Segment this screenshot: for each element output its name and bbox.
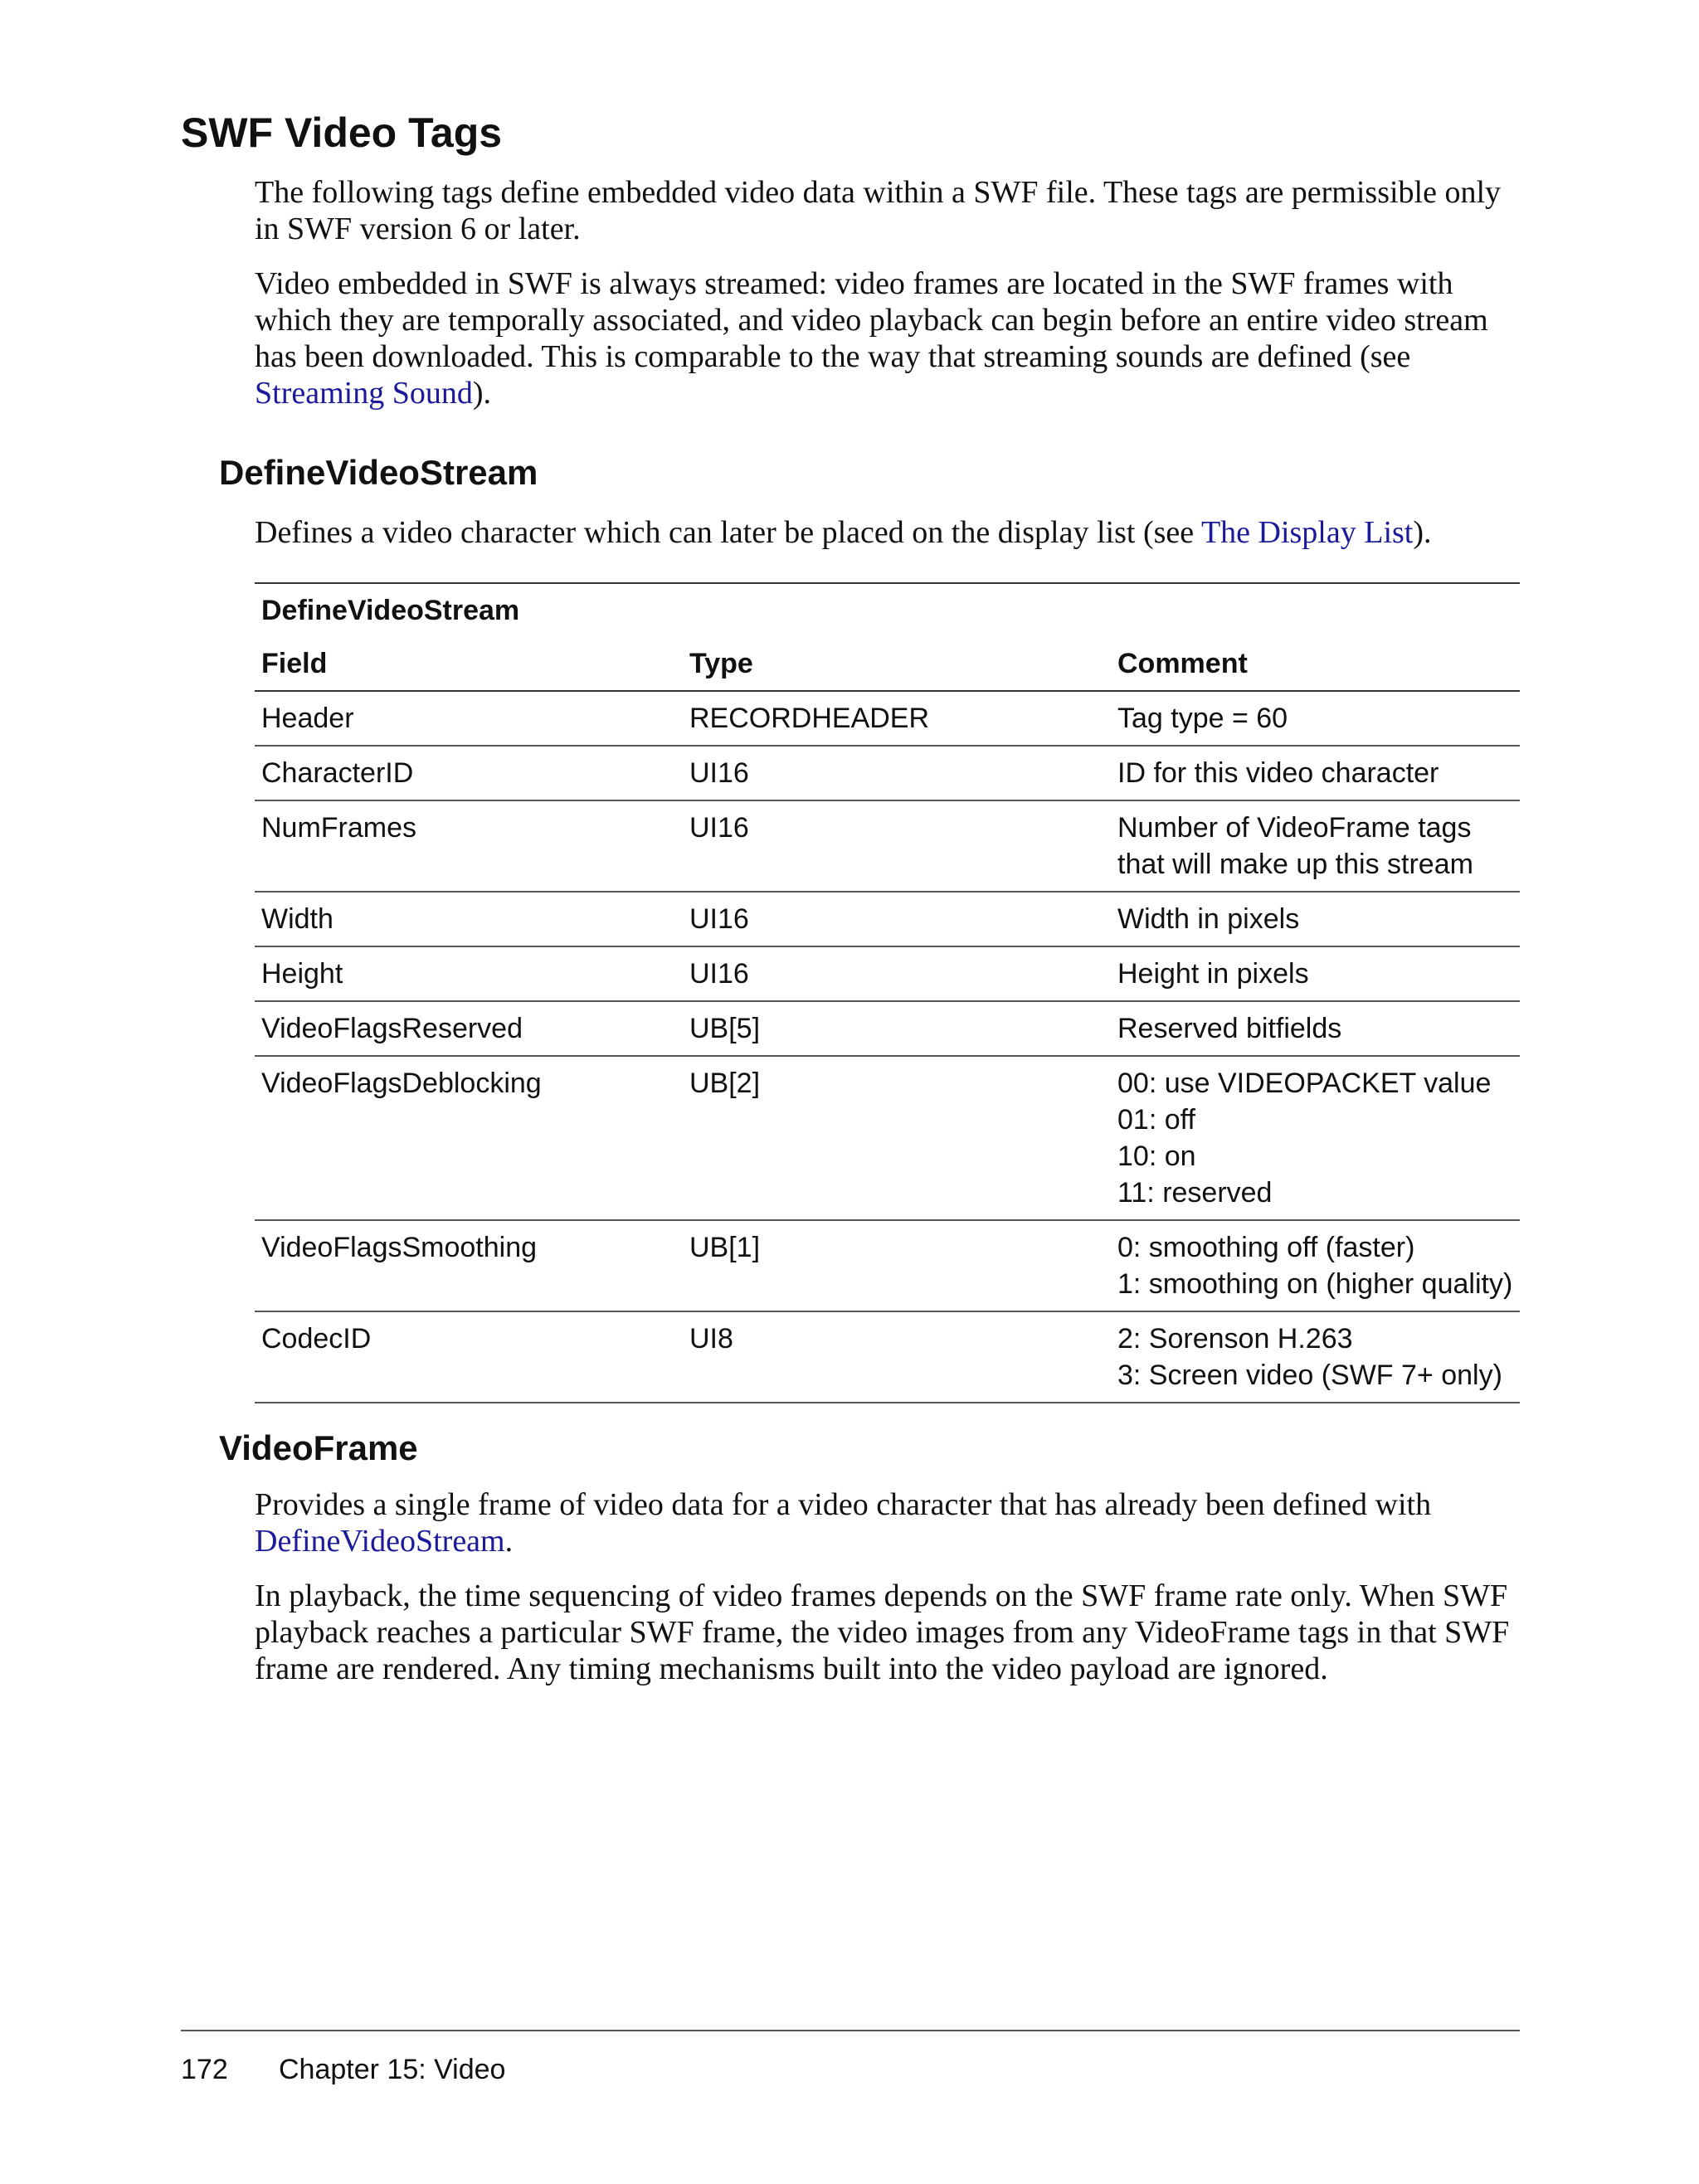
comment-line: ID for this video character [1117, 757, 1439, 789]
column-header-type: Type [683, 637, 1111, 691]
cell-comment [1111, 892, 1520, 946]
intro-paragraph-2-text: Video embedded in SWF is always streamed: video frames are located in the SWF frames with which they are temporally associated, and video playback can begin before an entire video stream has been downloaded. This is comparable to the way that streaming sounds are defined (see [255, 266, 1488, 374]
comment-line: 00: use VIDEOPACKET value [1117, 1068, 1492, 1099]
table-row [255, 892, 1520, 946]
intro-paragraph-1-text: The following tags define embedded video data within a SWF file. These tags are permissible only in SWF version 6 or later. [255, 175, 1502, 246]
cell-field: Width [255, 892, 683, 946]
display-list-link[interactable]: The Display List [1200, 515, 1414, 550]
cell-comment [1111, 1311, 1520, 1403]
footer-page-number: 172 [181, 2054, 228, 2085]
cell-field: Height [255, 946, 683, 1001]
video-frame-paragraph-2 [255, 1578, 1524, 1687]
intro-paragraph-2-end: ). [472, 376, 491, 411]
cell-field: VideoFlagsReserved [255, 1001, 683, 1056]
comment-line: Width in pixels [1117, 903, 1300, 935]
cell-comment [1111, 1220, 1520, 1311]
cell-field: CodecID [255, 1311, 683, 1403]
comment-line: Reserved bitfields [1117, 1013, 1342, 1044]
comment-line: 1: smoothing on (higher quality) [1117, 1268, 1513, 1300]
section-heading-video-frame: VideoFrame [219, 1428, 418, 1467]
column-header-comment: Comment [1111, 637, 1520, 691]
comment-line: 0: smoothing off (faster) [1117, 1232, 1415, 1263]
comment-line: 2: Sorenson H.263 [1117, 1323, 1353, 1355]
cell-type: UI16 [683, 746, 1111, 800]
footer-rule [181, 2030, 1520, 2031]
cell-comment [1111, 691, 1520, 746]
video-frame-paragraph-2-text: In playback, the time sequencing of video frames depends on the SWF frame rate only. When SWF playback reaches a particular SWF frame, the video images from any VideoFrame tags in that SWF frame are rendered. Any timing mechanisms built into the video payload are ignored. [255, 1578, 1510, 1686]
cell-comment [1111, 746, 1520, 800]
cell-field: CharacterID [255, 746, 683, 800]
define-video-stream-table [255, 582, 1520, 1403]
comment-line: 01: off [1117, 1104, 1195, 1136]
section-heading-define-video-stream: DefineVideoStream [219, 453, 538, 492]
video-frame-paragraph-1-text: Provides a single frame of video data for a video character that has already been defined with [255, 1487, 1432, 1522]
define-video-stream-description [255, 514, 1524, 551]
page-title: SWF Video Tags [181, 109, 503, 156]
video-frame-paragraph-1-end: . [504, 1524, 514, 1559]
cell-type: UB[5] [683, 1001, 1111, 1056]
cell-comment [1111, 1001, 1520, 1056]
table-row [255, 1220, 1520, 1311]
cell-type: UI16 [683, 946, 1111, 1001]
table-row [255, 946, 1520, 1001]
table-row [255, 1001, 1520, 1056]
footer-chapter: Chapter 15: Video [279, 2054, 506, 2085]
cell-field: VideoFlagsSmoothing [255, 1220, 683, 1311]
intro-paragraph-1 [255, 174, 1524, 247]
comment-line: Number of VideoFrame tags that will make up this stream [1117, 812, 1473, 880]
cell-comment [1111, 946, 1520, 1001]
intro-paragraph-2 [255, 265, 1524, 411]
cell-field: Header [255, 691, 683, 746]
cell-comment [1111, 1056, 1520, 1220]
cell-field: NumFrames [255, 800, 683, 892]
cell-field: VideoFlagsDeblocking [255, 1056, 683, 1220]
table-caption: DefineVideoStream [261, 595, 520, 626]
table-body [255, 691, 1520, 1403]
table-header-row [255, 637, 1520, 691]
streaming-sound-link[interactable]: Streaming Sound [255, 376, 473, 411]
table-row [255, 691, 1520, 746]
cell-type: UB[2] [683, 1056, 1111, 1220]
define-video-stream-link[interactable]: DefineVideoStream [255, 1524, 505, 1559]
define-video-stream-description-end: ). [1413, 515, 1432, 550]
table-row [255, 800, 1520, 892]
cell-type: UI16 [683, 892, 1111, 946]
comment-line: Height in pixels [1117, 958, 1309, 990]
define-video-stream-description-text: Defines a video character which can later be placed on the display list (see [255, 515, 1201, 550]
cell-comment [1111, 800, 1520, 892]
table-row [255, 746, 1520, 800]
field-table [255, 637, 1520, 1403]
comment-line: 3: Screen video (SWF 7+ only) [1117, 1360, 1502, 1391]
table-row [255, 1056, 1520, 1220]
comment-line: 10: on [1117, 1141, 1196, 1172]
column-header-field: Field [255, 637, 683, 691]
comment-line: 11: reserved [1117, 1177, 1273, 1209]
cell-type: UI8 [683, 1311, 1111, 1403]
comment-line: Tag type = 60 [1117, 703, 1288, 734]
cell-type: UI16 [683, 800, 1111, 892]
cell-type: RECORDHEADER [683, 691, 1111, 746]
cell-type: UB[1] [683, 1220, 1111, 1311]
video-frame-paragraph-1 [255, 1486, 1524, 1559]
table-row [255, 1311, 1520, 1403]
